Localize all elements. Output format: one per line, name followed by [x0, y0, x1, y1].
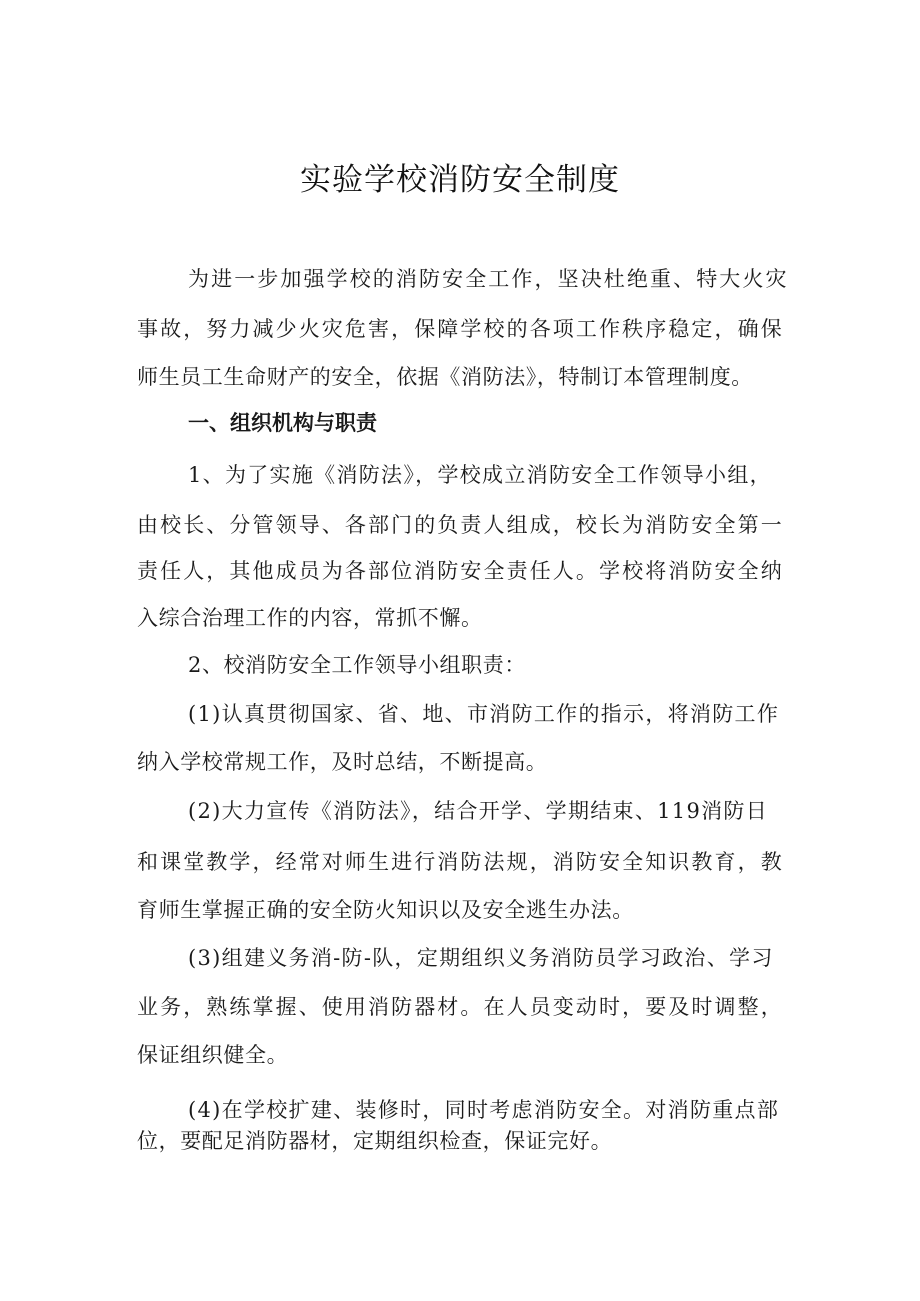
item-2-heading: 2、校消防安全工作领导小组职责：: [188, 653, 526, 677]
sub-1-line-2: 纳入学校常规工作，及时总结，不断提高。: [137, 750, 548, 774]
document-title: 实验学校消防安全制度: [300, 162, 620, 198]
item-1-line-4: 入综合治理工作的内容，常抓不懈。: [137, 606, 483, 630]
sub-2-line-3: 育师生掌握正确的安全防火知识以及安全逃生办法。: [137, 898, 634, 922]
sub-2-line-2: 和课堂教学，经常对师生进行消防法规，消防安全知识教育，教: [137, 850, 784, 874]
sub-4-line-1: (4)在学校扩建、装修时，同时考虑消防安全。对消防重点部: [188, 1098, 780, 1122]
sub-1-line-1: (1)认真贯彻国家、省、地、市消防工作的指示，将消防工作: [188, 702, 780, 726]
intro-line-3: 师生员工生命财产的安全，依据《消防法》，特制订本管理制度。: [137, 365, 753, 389]
sub-3-line-1: (3)组建义务消-防-队，定期组织义务消防员学习政治、学习: [188, 946, 774, 970]
intro-line-2: 事故，努力减少火灾危害，保障学校的各项工作秩序稳定，确保: [137, 317, 784, 341]
item-1-line-3: 责任人，其他成员为各部位消防安全责任人。学校将消防安全纳: [137, 559, 784, 583]
intro-line-1: 为进一步加强学校的消防安全工作，坚决杜绝重、特大火灾: [188, 267, 789, 291]
sub-4-line-2: 位，要配足消防器材，定期组织检查，保证完好。: [137, 1129, 613, 1153]
item-1-line-2: 由校长、分管领导、各部门的负责人组成，校长为消防安全第一: [137, 513, 784, 537]
section-heading: 一、组织机构与职责: [188, 411, 377, 435]
sub-3-line-2: 业务，熟练掌握、使用消防器材。在人员变动时，要及时调整，: [137, 995, 784, 1019]
sub-2-line-1: (2)大力宣传《消防法》，结合开学、学期结束、119消防日: [188, 799, 769, 823]
item-1-line-1: 1、为了实施《消防法》，学校成立消防安全工作领导小组，: [188, 463, 772, 487]
sub-3-line-3: 保证组织健全。: [137, 1043, 289, 1067]
